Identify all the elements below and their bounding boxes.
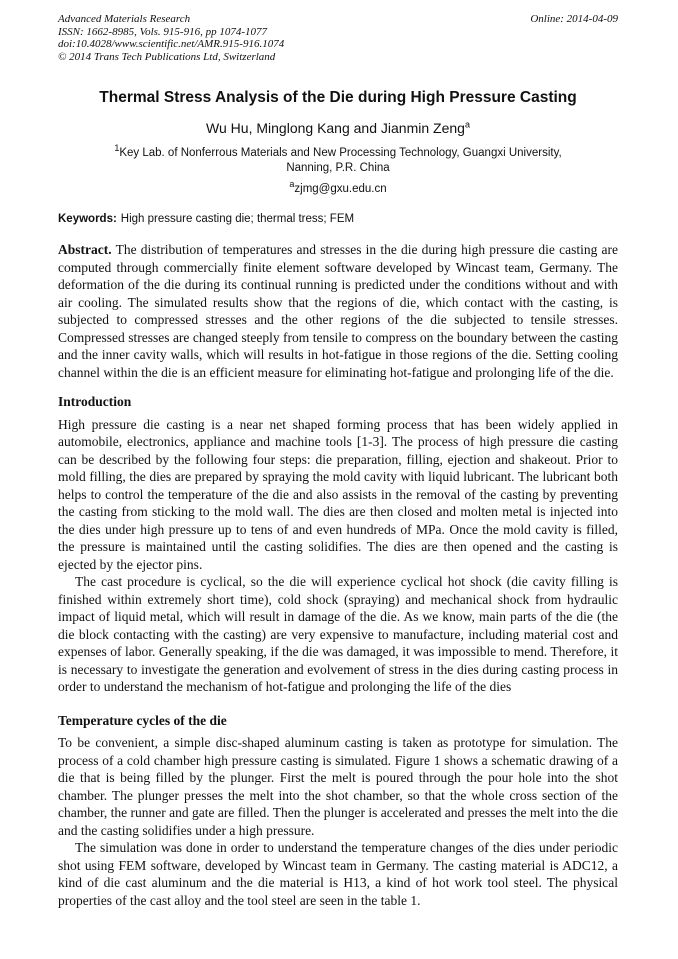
introduction-paragraph-2: The cast procedure is cyclical, so the die will experience cyclical hot shock (die cavity filling is finished within extremely short time), cold shock (spraying) and mechanical shock from hydraulic impact of liquid metal, which will result in damage of the die. As we know, main parts of the die (the die block contacting with the casting) are very expensive to manufacture, including material cost and expenses of labor. Generally speaking, if the die was damaged, it was impossible to mend. Therefore, it is necessary to investigate the generation and evolvement of stress in the dies during casting process in order to understand the mechanism of hot-fatigue and prolonging the life of the dies [58,574,618,694]
email-line [58,179,618,196]
temperature-cycles-paragraph-2: The simulation was done in order to understand the temperature changes of the dies under periodic shot using FEM software, developed by Wincast team in Germany. The casting material is ADC12, a kind of die cast aluminum and the die material is H13, a kind of hot work tool steel. The physical properties of the cast alloy and the tool steel are seen in the table 1. [58,840,618,908]
copyright-line: © 2014 Trans Tech Publications Ltd, Switzerland [58,50,276,63]
affiliation-superscript: 1 [114,143,120,154]
email-superscript: a [289,179,295,190]
doi-line: doi:10.4028/www.scientific.net/AMR.915-916.1074 [58,38,285,50]
online-date: Online: 2014-04-09 [530,13,618,25]
keywords-label: Keywords: [58,213,117,225]
authors-line [58,120,618,137]
journal-header-left [58,13,284,63]
affiliation-line [58,143,618,175]
abstract-label: Abstract. [58,242,112,257]
journal-header [58,13,618,63]
email-address: zjmg@gxu.edu.cn [294,183,387,195]
journal-name: Advanced Materials Research [58,13,191,25]
author-names: Wu Hu, Minglong Kang and Jianmin Zeng [206,120,465,136]
section-heading-temperature-cycles: Temperature cycles of the die [58,712,227,728]
issn-line: ISSN: 1662-8985, Vols. 915-916, pp 1074-1077 [58,25,267,38]
affiliation-text-line2: Nanning, P.R. China [286,161,390,174]
temperature-cycles-paragraph-1: To be convenient, a simple disc-shaped aluminum casting is taken as prototype for simulation. The process of a cold chamber high pressure casting is simulated. Figure 1 shows a schematic drawing of a die that is being filled by the plunger. First the melt is poured through the pour hole into the shot chamber. The plunger presses the melt into the shot chamber, so that the whole cross section of the chamber, the runner and gate are filled. Then the plunger is accelerated and presses the melt into the die and the casting solidifies under a high pressure. [58,735,618,838]
paper-title: Thermal Stress Analysis of the Die during High Pressure Casting [99,89,577,106]
introduction-paragraph-1: High pressure die casting is a near net shaped forming process that has been widely applied in automobile, electronics, appliance and machine tools [1-3]. The process of high pressure die casting can be described by the following four steps: die preparation, filling, ejection and shakeout. Prior to mold filling, the dies are prepared by spraying the mold cavity with liquid lubricant. The lubricant both helps to control the temperature of the die and also assists in the removal of the casting by preventing the casting from sticking to the mold wall. The dies are then closed and molten metal is injected into the dies under high pressure up to tens of and even hundreds of MPa. Once the mold cavity is filled, the pressure is maintained until the casting solidifies. The dies are then opened and the casting is ejected by the ejector pins. [58,416,618,572]
keywords-text: High pressure casting die; thermal tress; FEM [120,213,355,225]
abstract-paragraph [58,241,618,381]
section-heading-introduction: Introduction [58,394,132,409]
affiliation-text-line1: Key Lab. of Nonferrous Materials and New Processing Technology, Guangxi University, [119,147,562,159]
author-superscript: a [464,119,470,130]
abstract-text: The distribution of temperatures and stresses in the die during high pressure die casting are computed through commercially finite element software developed by Wincast team, Germany. The deformation of the die during its continual running is predicted under the conditions without and with air cooling. The simulated results show that the regions of die, which contact with the casting, is subjected to compressed stresses and the other regions of the die subjected to tensile stresses. Compressed stresses are changed steeply from tensile to compress on the boundary between the casting and the inner cavity walls, which will results in hot-fatigue in those regions of the die. Setting cooling channel within the die is an efficient measure for eliminating hot-fatigue and prolonging life of the die. [58,242,618,380]
keywords-line [58,212,618,226]
